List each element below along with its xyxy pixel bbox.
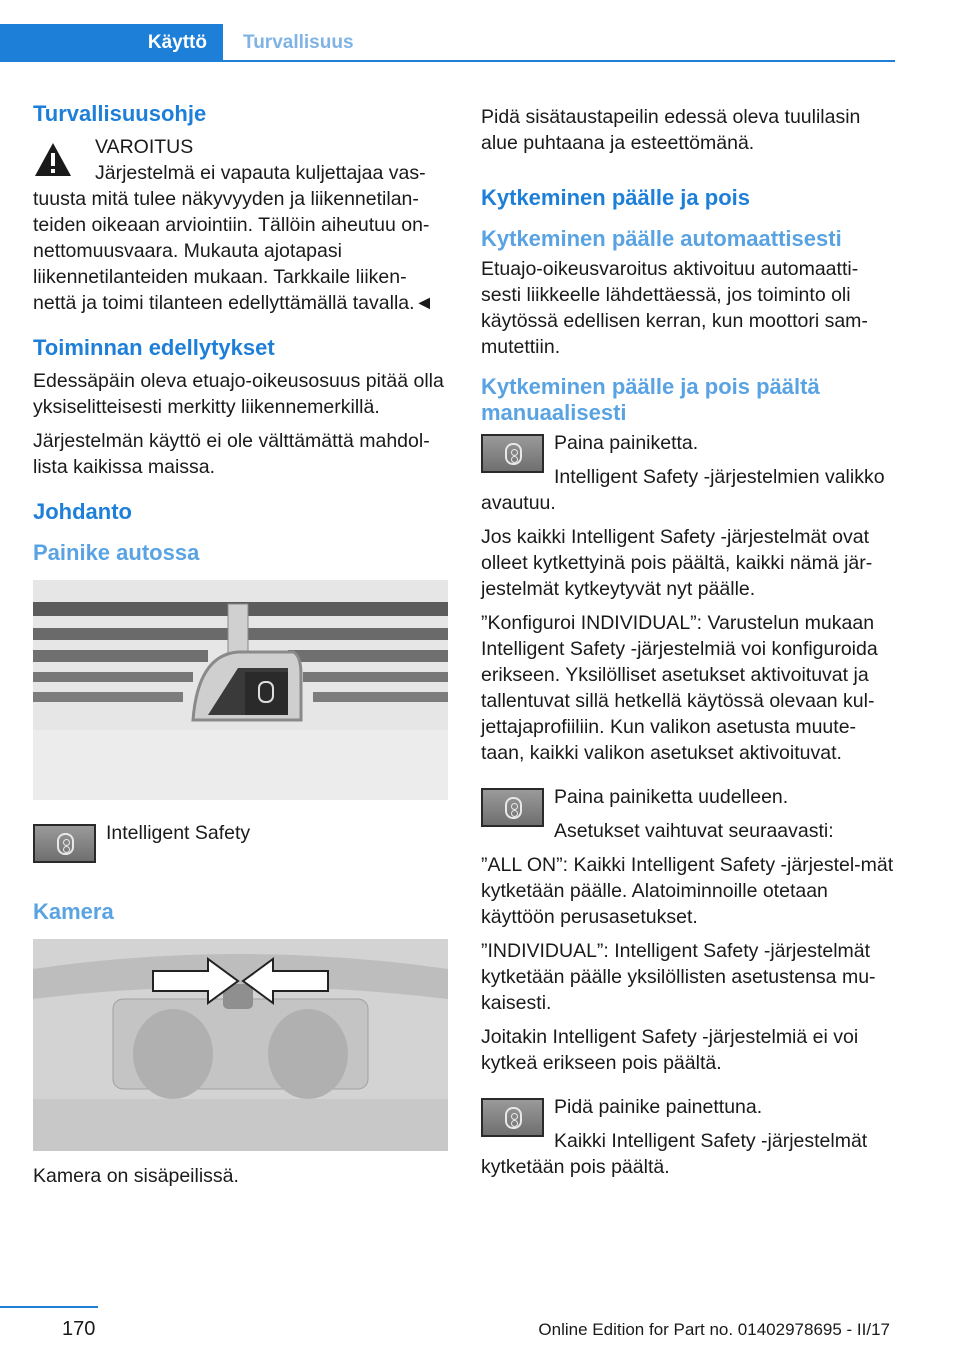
grille-illustration xyxy=(33,580,448,800)
step2-line2: Asetukset vaihtuvat seuraavasti: xyxy=(554,820,834,842)
warning-block xyxy=(33,134,448,316)
header-rule xyxy=(223,60,895,62)
warning-label: VAROITUS xyxy=(95,136,194,158)
right-column xyxy=(481,104,896,1188)
edition-text: Online Edition for Part no. 01402978695 - II/17 xyxy=(538,1320,890,1339)
manual-step-2 xyxy=(481,784,896,852)
grille-button-photo xyxy=(33,580,448,800)
heading-button-in-car: Painike autossa xyxy=(33,540,200,565)
step2-line1: Paina painiketta uudelleen. xyxy=(554,786,789,808)
individual-paragraph: ”INDIVIDUAL”: Intelligent Safety -järjestelmät kytketään päälle yksilöllisten asetustensa mu-kaisesti. xyxy=(481,940,876,1014)
step1-line2: Intelligent Safety -järjestelmien valikko avautuu. xyxy=(481,466,885,514)
windshield-paragraph: Pidä sisätaustapeilin edessä oleva tuulilasin alue puhtaana ja esteettömänä. xyxy=(481,106,861,154)
intelligent-safety-button-icon xyxy=(481,434,544,473)
req-paragraph-1: Edessäpäin oleva etuajo-oikeusosuus pitää olla yksiselitteisesti merkitty liikennemerkillä. xyxy=(33,370,444,418)
page-header xyxy=(0,0,960,64)
step3-line1: Pidä painike painettuna. xyxy=(554,1096,763,1118)
warning-text: tuusta mitä tulee näkyvyyden ja liikennetilan-teiden oikeaan arviointiin. Tällöin aiheutuu on-nettomuusvaara. Mukauta ajotapasi liikennetilanteiden mukaan. Tarkkaile liiken-nettä ja toimi tilanteen edellyttämällä tavalla.◄ xyxy=(33,188,434,314)
manual-step-3 xyxy=(481,1094,896,1188)
left-column xyxy=(33,100,448,1197)
button-caption: Intelligent Safety xyxy=(106,822,251,844)
camera-illustration xyxy=(33,939,448,1151)
heading-manual: Kytkeminen päälle ja pois päältä manuaalisesti xyxy=(481,374,820,425)
heading-camera: Kamera xyxy=(33,899,114,924)
all-on-paragraph: ”ALL ON”: Kaikki Intelligent Safety -järjestel-mät kytketään päälle. Alatoiminnoille otetaan käyttöön perusasetukset. xyxy=(481,854,894,928)
tab-turvallisuus[interactable]: Turvallisuus xyxy=(243,32,354,53)
heading-intro: Johdanto xyxy=(33,499,132,524)
footer-rule xyxy=(0,1306,98,1308)
auto-paragraph: Etuajo-oikeusvaroitus aktivoituu automaatti-sesti liikkeelle lähdettäessä, jos toiminto oli käytössä edellisen kerran, kun moottori sam-mutettiin. xyxy=(481,258,868,358)
button-caption-row xyxy=(33,820,448,869)
page-number: 170 xyxy=(62,1318,96,1340)
heading-safety: Turvallisuusohje xyxy=(33,101,207,126)
camera-caption: Kamera on sisäpeilissä. xyxy=(33,1165,239,1187)
heading-requirements: Toiminnan edellytykset xyxy=(33,335,275,360)
warning-line1: Järjestelmä ei vapauta kuljettajaa vas- xyxy=(95,162,426,184)
intelligent-safety-button-icon xyxy=(33,824,96,863)
camera-photo xyxy=(33,939,448,1151)
config-paragraph: ”Konfiguroi INDIVIDUAL”: Varustelun mukaan Intelligent Safety -järjestelmiä voi konfiguroida erikseen. Yksilölliset asetukset aktivoituvat ja tallentuvat sillä hetkellä käytössä olevaan kul-jettajaprofiiliin. Kun valikon asetusta muute-taan, kaikki valikon asetukset aktivoituvat. xyxy=(481,612,878,764)
manual-step-1 xyxy=(481,430,896,524)
warning-triangle-icon xyxy=(33,140,73,180)
heading-on-off: Kytkeminen päälle ja pois xyxy=(481,185,750,210)
some-systems-paragraph: Joitakin Intelligent Safety -järjestelmiä ei voi kytkeä erikseen pois päältä. xyxy=(481,1026,859,1074)
intelligent-safety-button-icon xyxy=(481,1098,544,1137)
req-paragraph-2: Järjestelmän käyttö ei ole välttämättä mahdol-lista kaikissa maissa. xyxy=(33,430,430,478)
heading-auto: Kytkeminen päälle automaattisesti xyxy=(481,226,842,251)
step3-line2: Kaikki Intelligent Safety -järjestelmät kytketään pois päältä. xyxy=(481,1130,868,1178)
all-off-paragraph: Jos kaikki Intelligent Safety -järjestelmät ovat olleet kytkettyinä pois päältä, kaikki nämä jär-jestelmät kytkeytyvät nyt päälle. xyxy=(481,526,873,600)
intelligent-safety-button-icon xyxy=(481,788,544,827)
tab-kaytto[interactable]: Käyttö xyxy=(0,24,223,62)
step1-line1: Paina painiketta. xyxy=(554,432,699,454)
